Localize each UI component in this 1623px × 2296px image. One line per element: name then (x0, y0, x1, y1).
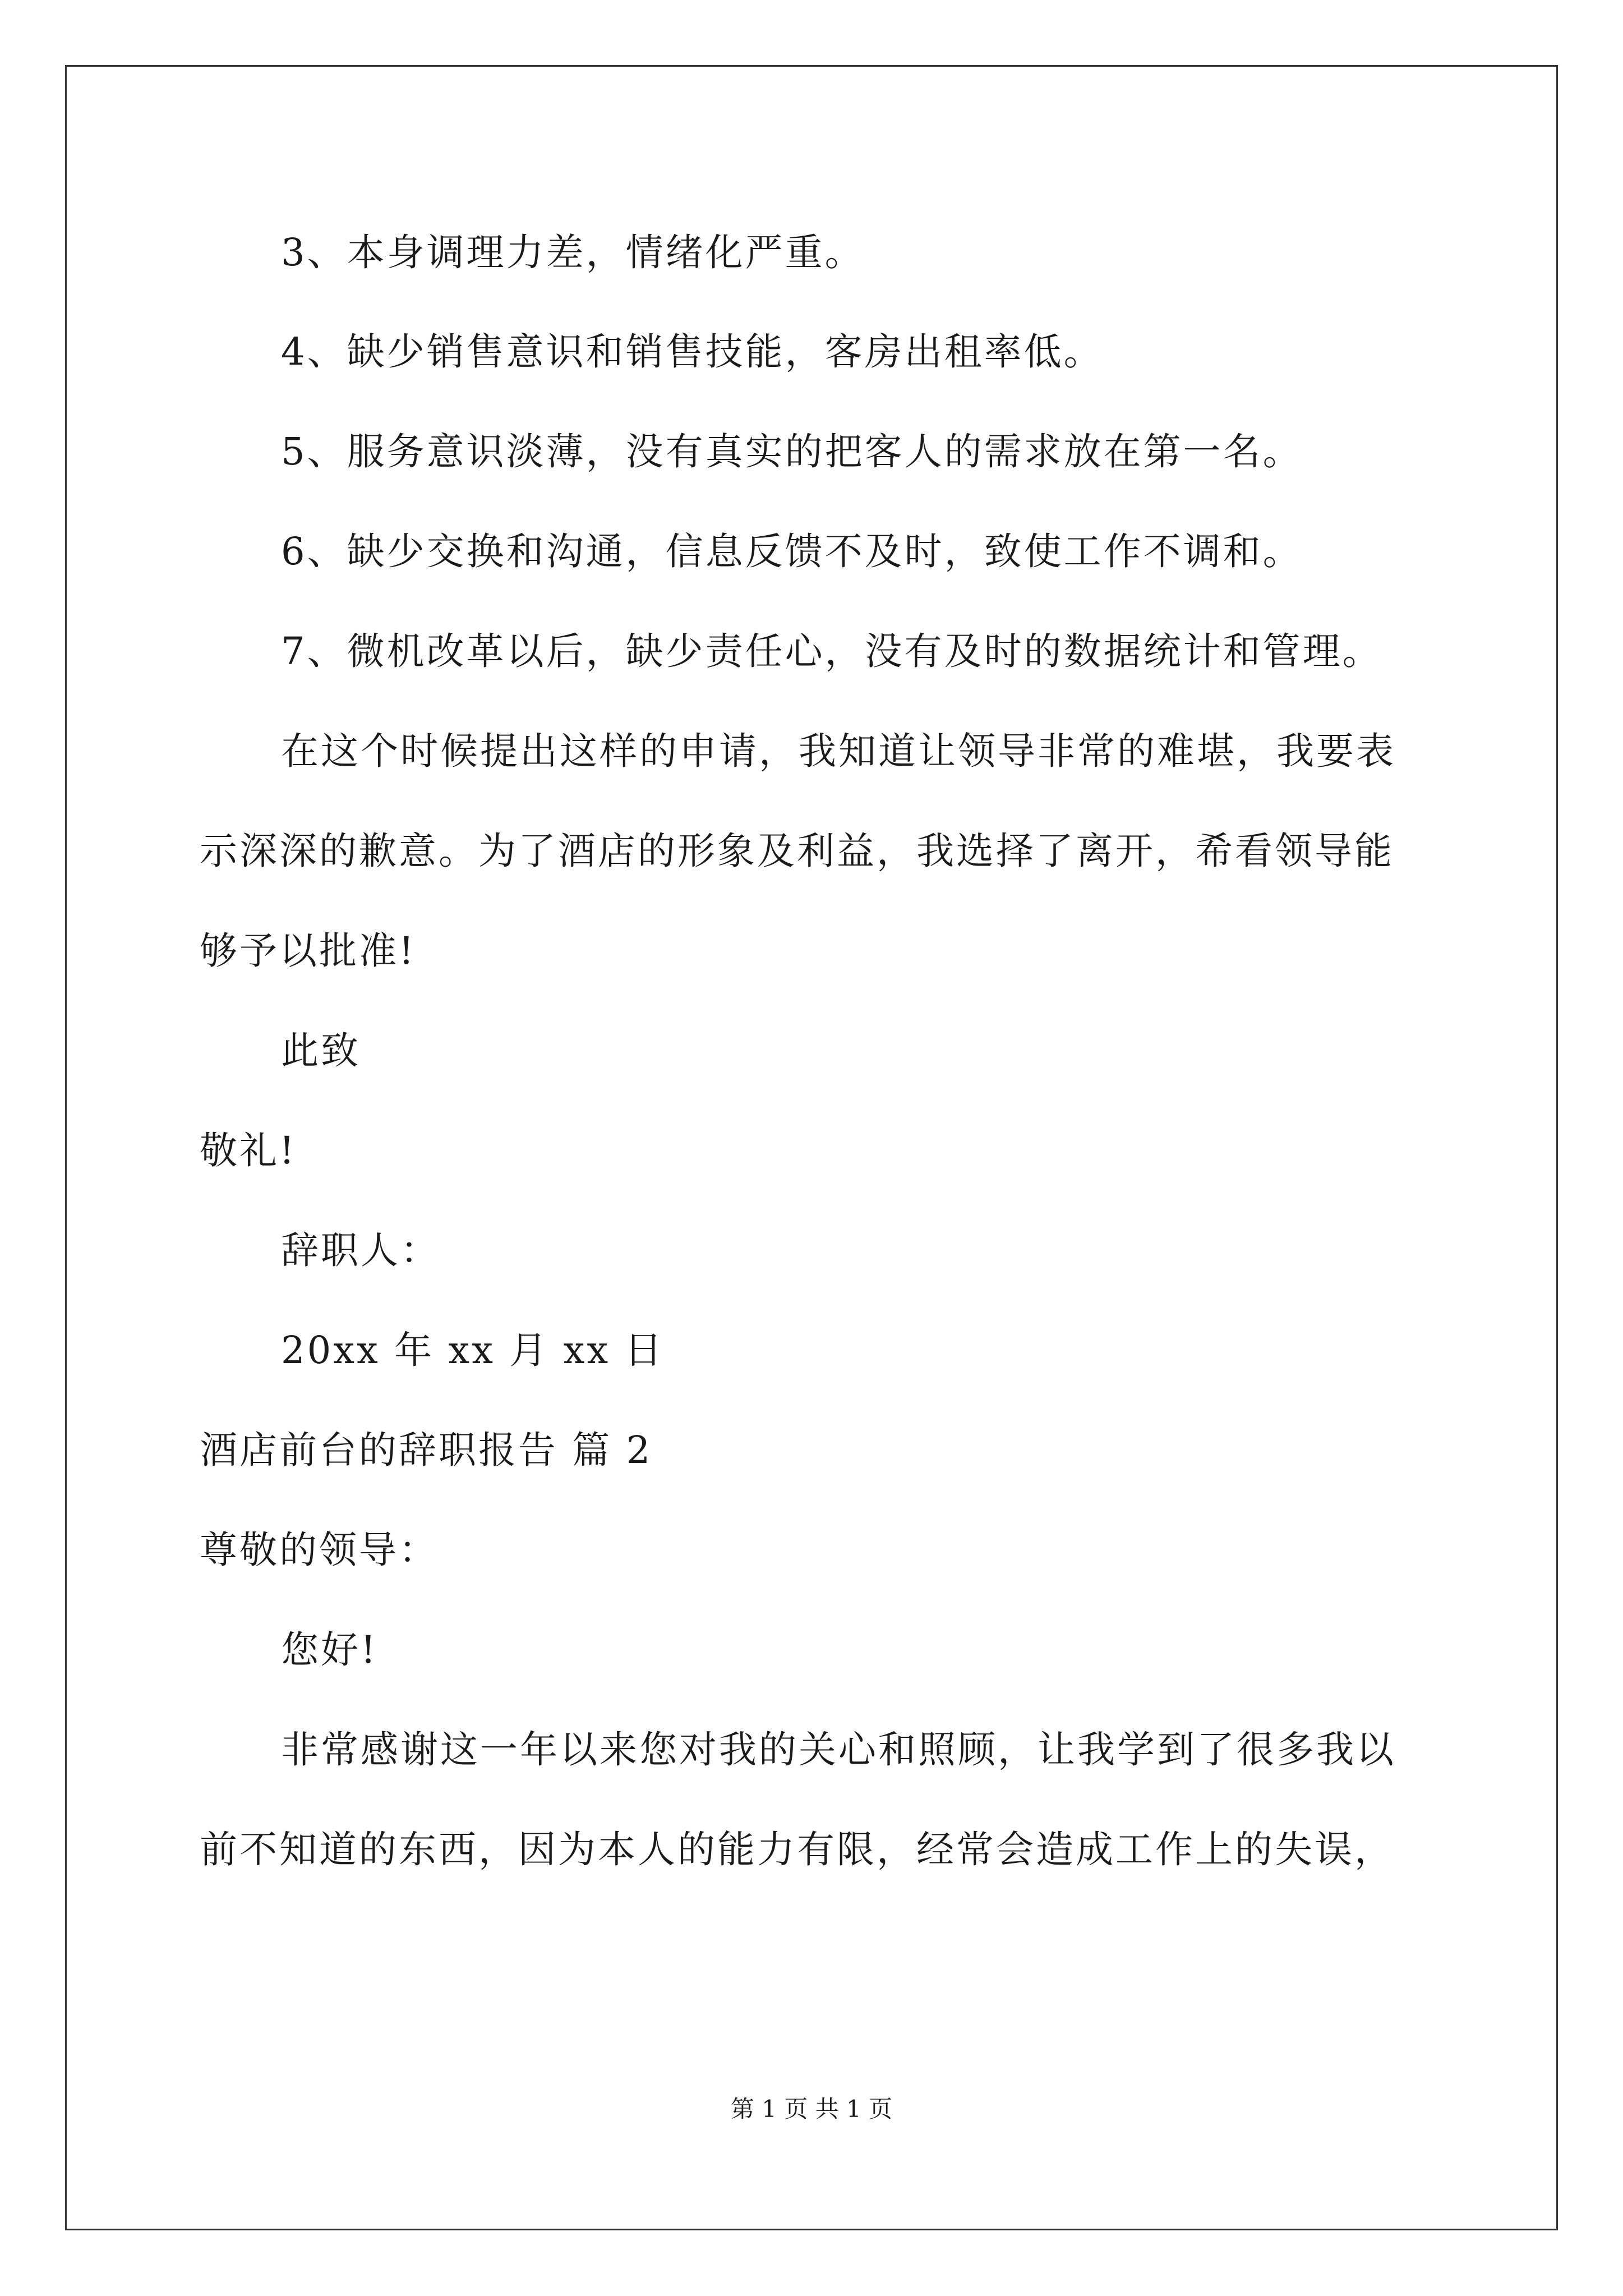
page-footer: 第 1 页 共 1 页 (730, 2095, 893, 2123)
closing-regards: 敬礼! (200, 1129, 297, 1172)
greeting: 您好! (281, 1628, 378, 1672)
list-item-4: 4、缺少销售意识和销售技能，客房出租率低。 (281, 330, 1104, 374)
list-item-7: 7、微机改革以后，缺少责任心，没有及时的数据统计和管理。 (281, 629, 1382, 673)
list-item-3: 3、本身调理力差，情绪化严重。 (281, 231, 865, 274)
greeting-addressee: 尊敬的领导： (200, 1528, 439, 1572)
paragraph-line: 前不知道的东西，因为本人的能力有限，经常会造成工作上的失误， (200, 1828, 1394, 1871)
list-item-5: 5、服务意识淡薄，没有真实的把客人的需求放在第一名。 (281, 430, 1303, 473)
paragraph-line: 够予以批准! (200, 929, 416, 973)
signer-label: 辞职人： (281, 1228, 440, 1272)
paragraph-line: 示深深的歉意。为了酒店的形象及利益，我选择了离开，希看领导能 (200, 829, 1394, 873)
date-line: 20xx 年 xx 月 xx 日 (281, 1328, 665, 1372)
list-item-6: 6、缺少交换和沟通，信息反馈不及时，致使工作不调和。 (281, 530, 1303, 573)
closing-salutation: 此致 (281, 1029, 361, 1073)
section-heading: 酒店前台的辞职报告 篇 2 (200, 1428, 653, 1472)
paragraph-line: 在这个时候提出这样的申请，我知道让领导非常的难堪，我要表 (281, 729, 1396, 773)
paragraph-line: 非常感谢这一年以来您对我的关心和照顾，让我学到了很多我以 (281, 1728, 1396, 1772)
